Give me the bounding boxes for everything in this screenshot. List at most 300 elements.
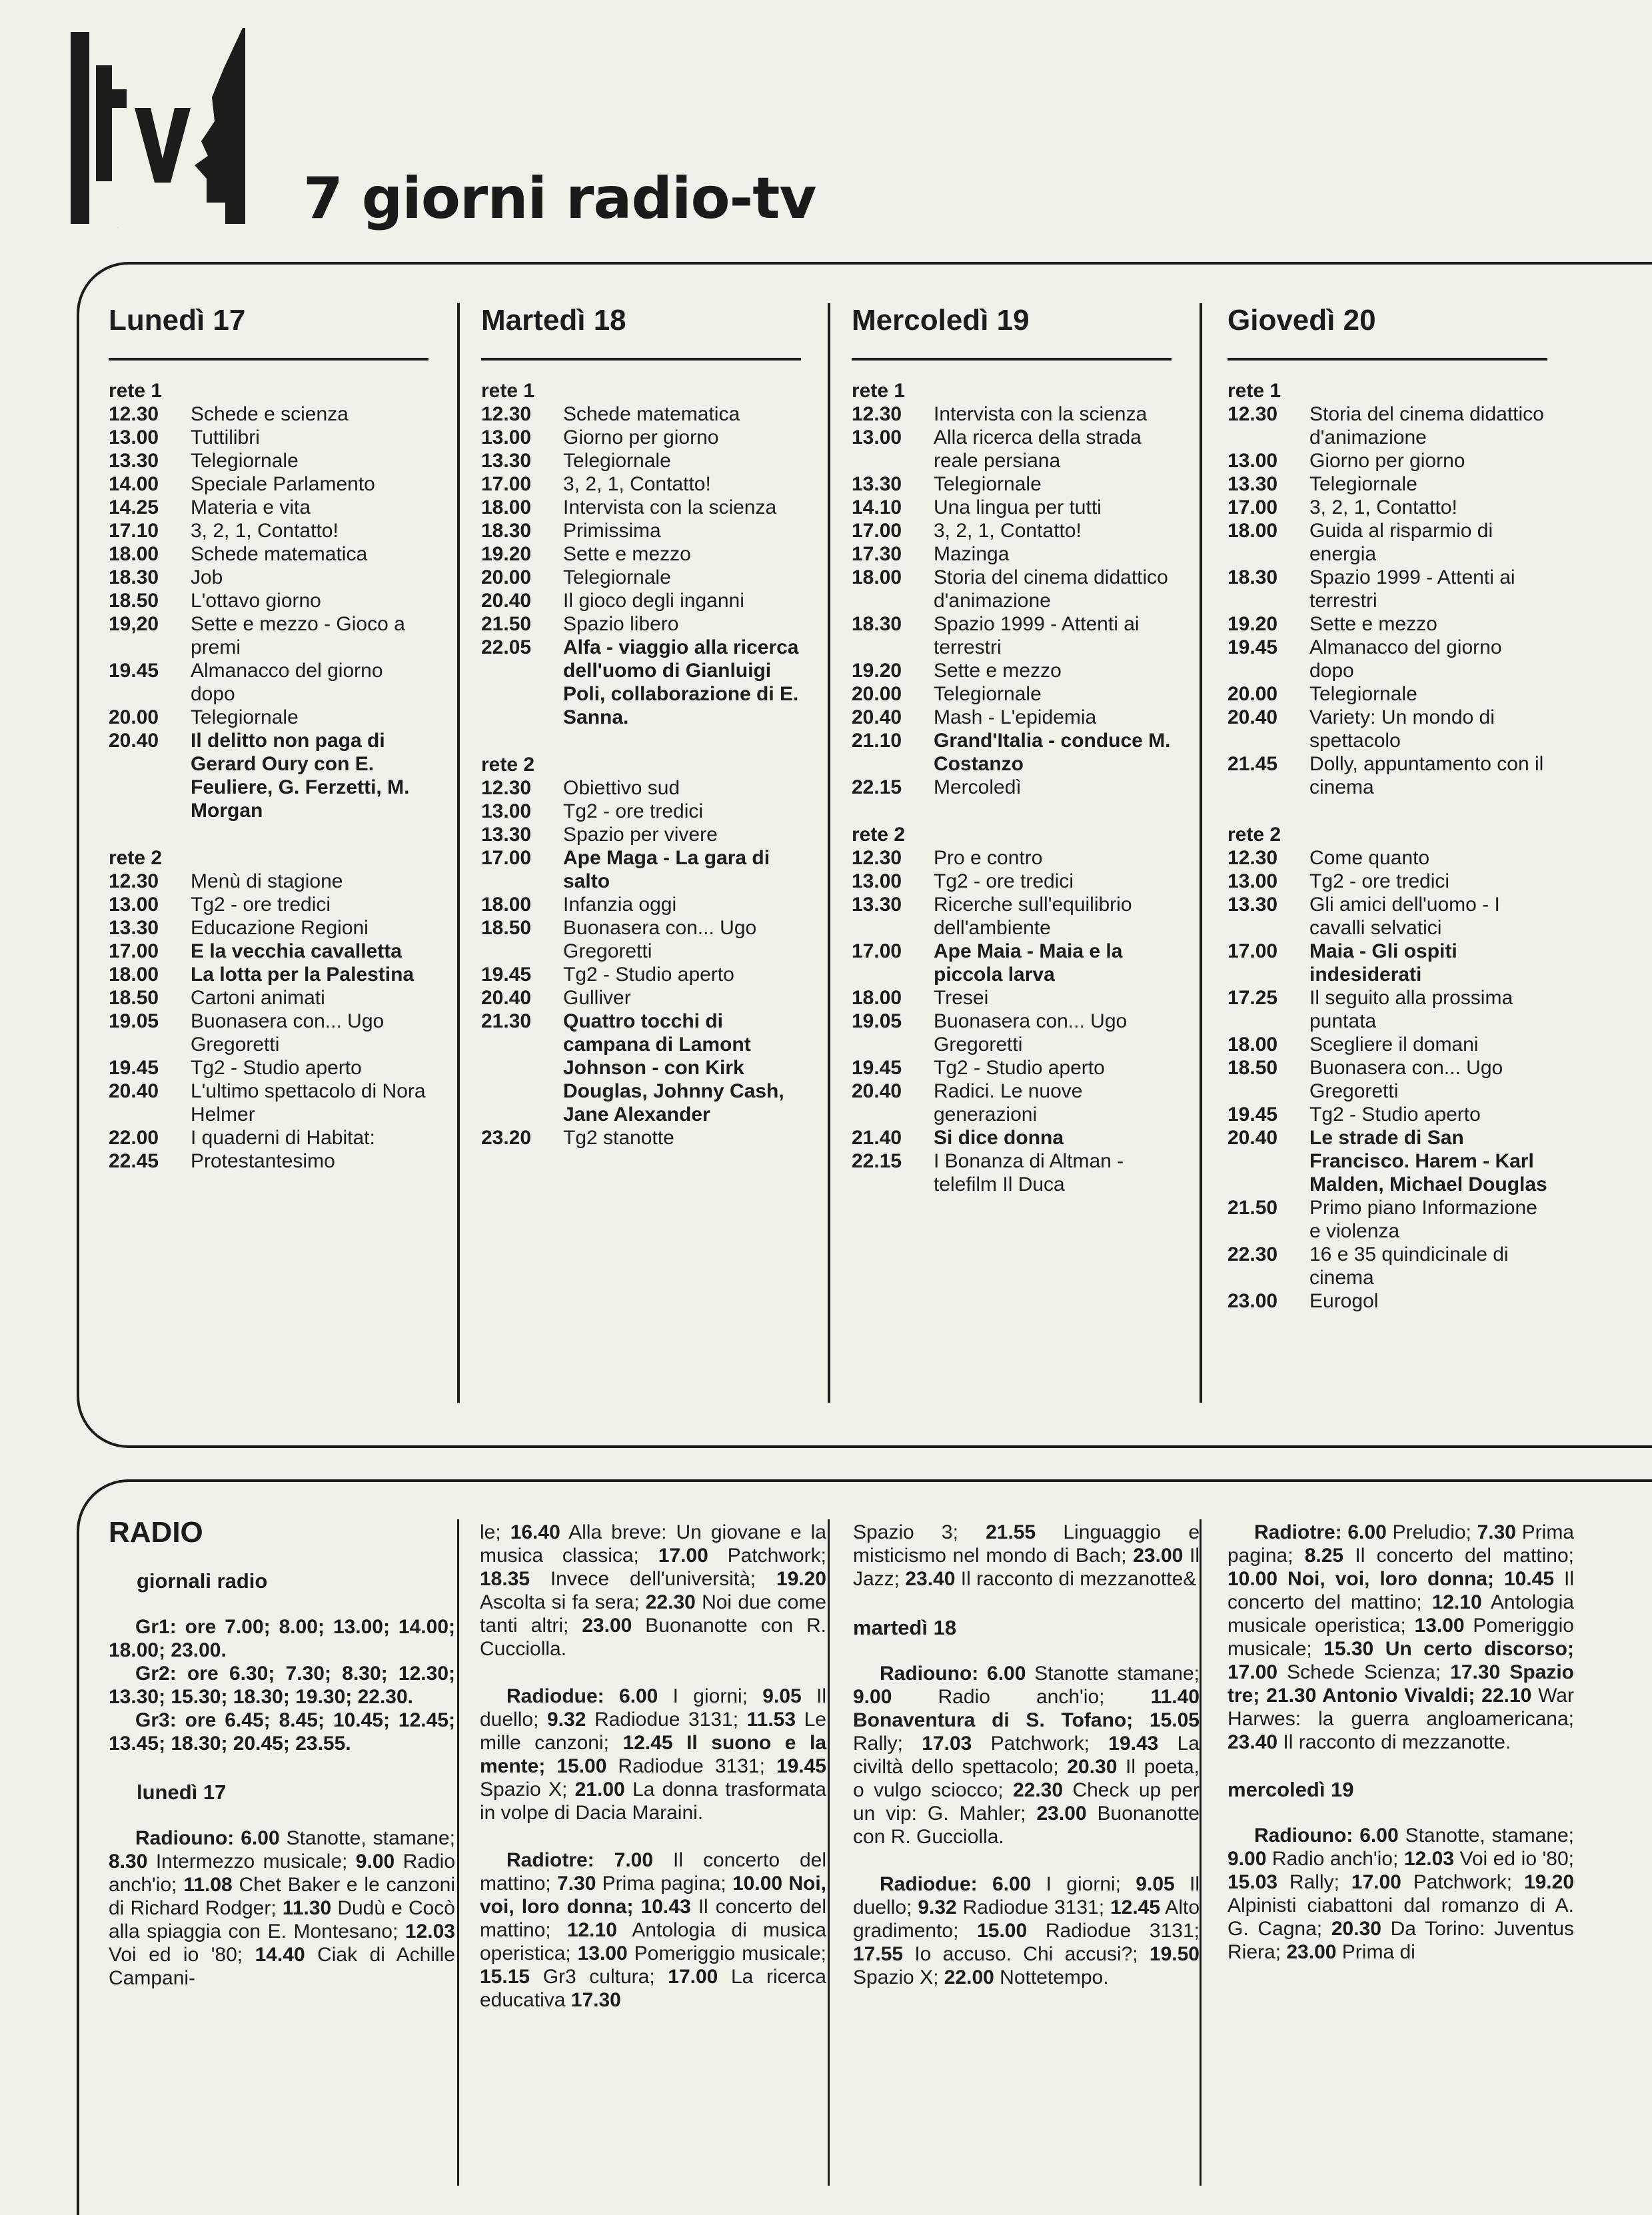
program-row: [852, 426, 1172, 472]
program-title: Telegiornale: [191, 450, 299, 472]
program-row: [852, 472, 1172, 496]
program-title: Almanacco del giorno dopo: [1309, 636, 1502, 682]
program-time: 17.25: [1228, 987, 1278, 1009]
program-row: [481, 496, 801, 519]
program-title: Il delitto non paga di Gerard Oury con E. Feuliere, G. Ferzetti, M. Morgan: [191, 730, 410, 822]
program-row: [1228, 752, 1547, 799]
program-time: 13.00: [481, 426, 532, 448]
program-time: 19.20: [1228, 613, 1278, 635]
program-time: 13.30: [109, 917, 159, 939]
program-title: Schede matematica: [191, 543, 368, 565]
program-title: Telegiornale: [191, 706, 299, 728]
gr3-line: Gr3: ore 6.45; 8.45; 10.45; 12.45; 13.45; 18.30; 20.45; 23.55.: [109, 1709, 455, 1755]
program-row: [109, 963, 428, 986]
program-title: Mazinga: [934, 543, 1010, 565]
program-time: 19.45: [109, 660, 159, 682]
program-row: [109, 1149, 428, 1173]
program-time: 20.00: [481, 566, 532, 588]
radio-paragraph: Radiouno: 6.00 Stanotte stamane; 9.00 Radio anch'io; 11.40 Bonaventura di S. Tofano; 15.05 Rally; 17.03 Patchwork; 19.43 La civiltà dello spettacolo; 20.30 Il poeta, o vulgo sciocco; 22.30 Check up per un vip: G. Mahler; 23.00 Buonanotte con R. Gucciolla.: [853, 1663, 1200, 1848]
program-time: 17.00: [852, 940, 902, 962]
program-row: [109, 1126, 428, 1149]
program-row: [481, 963, 801, 986]
program-time: 20.40: [109, 730, 159, 752]
program-row: [1228, 986, 1547, 1033]
program-time: 22.00: [109, 1127, 159, 1149]
giornali-radio-label: giornali radio: [137, 1569, 268, 1593]
program-title: Tg2 - Studio aperto: [563, 964, 734, 986]
program-time: 13.30: [1228, 473, 1278, 495]
program-row: [852, 1010, 1172, 1056]
program-time: 17.10: [109, 520, 159, 542]
program-row: [481, 916, 801, 963]
program-time: 21.40: [852, 1127, 902, 1149]
program-time: 13.00: [852, 426, 902, 448]
program-title: Alfa - viaggio alla ricerca dell'uomo di Gianluigi Poli, collaborazione di E. Sanna.: [563, 636, 799, 728]
program-time: 18.00: [481, 496, 532, 518]
radio-column-2: [480, 1521, 826, 2012]
program-title: Ape Maia - Maia e la piccola larva: [934, 940, 1123, 986]
program-title: Le strade di San Francisco. Harem - Karl Malden, Michael Douglas: [1309, 1127, 1547, 1195]
program-time: 13.00: [852, 870, 902, 892]
program-time: 13.00: [1228, 870, 1278, 892]
tv-logo: [71, 28, 271, 228]
program-time: 12.30: [481, 403, 532, 425]
program-title: Infanzia oggi: [563, 894, 677, 916]
program-time: 18.30: [1228, 566, 1278, 588]
program-title: Buonasera con... Ugo Gregoretti: [934, 1010, 1128, 1056]
program-title: Telegiornale: [1309, 683, 1417, 705]
program-row: [481, 846, 801, 893]
program-row: [1228, 893, 1547, 940]
program-title: Sette e mezzo: [934, 660, 1062, 682]
program-row: [481, 472, 801, 496]
program-row: [852, 519, 1172, 542]
radio-column-rule: [828, 1519, 830, 2186]
program-title: Gulliver: [563, 987, 631, 1009]
program-time: 19.20: [481, 543, 532, 565]
program-title: Materia e vita: [191, 496, 311, 518]
program-time: 14.25: [109, 496, 159, 518]
program-title: Speciale Parlamento: [191, 473, 375, 495]
program-row: [852, 846, 1172, 870]
program-row: [481, 426, 801, 449]
program-title: Tg2 - ore tredici: [563, 800, 704, 822]
program-row: [1228, 612, 1547, 636]
program-row: [1228, 566, 1547, 612]
program-row: [852, 940, 1172, 986]
program-row: [109, 402, 428, 426]
channel-label: rete 2: [852, 824, 906, 846]
program-row: [1228, 706, 1547, 752]
program-row: [109, 1056, 428, 1080]
program-row: [1228, 636, 1547, 682]
program-time: 21.30: [481, 1010, 532, 1032]
day-column: [109, 303, 428, 1173]
day-column: [852, 303, 1172, 1196]
day-label-lunedi: lunedì 17: [137, 1781, 227, 1804]
program-time: 18.00: [852, 566, 902, 588]
program-row: [109, 706, 428, 729]
program-row: [852, 682, 1172, 706]
program-time: 19.45: [852, 1057, 902, 1079]
program-row: [481, 1126, 801, 1149]
program-title: E la vecchia cavalletta: [191, 940, 402, 962]
program-row: [1228, 1289, 1547, 1313]
program-title: Sette e mezzo - Gioco a premi: [191, 613, 405, 658]
program-title: Educazione Regioni: [191, 917, 369, 939]
program-time: 20.00: [852, 683, 902, 705]
program-row: [109, 1010, 428, 1056]
program-time: 18.00: [109, 543, 159, 565]
program-time: 19.45: [109, 1057, 159, 1079]
program-time: 18.50: [481, 917, 532, 939]
program-title: Spazio 1999 - Attenti ai terrestri: [934, 613, 1140, 658]
column-rule: [828, 303, 830, 1403]
page-title: 7 giorni radio-tv: [303, 165, 816, 232]
program-title: Grand'Italia - conduce M. Costanzo: [934, 730, 1171, 775]
program-title: Sette e mezzo: [1309, 613, 1437, 635]
program-title: Tg2 - Studio aperto: [934, 1057, 1105, 1079]
program-time: 20.00: [1228, 683, 1278, 705]
program-row: [852, 706, 1172, 729]
program-title: Cartoni animati: [191, 987, 325, 1009]
day-label-mercoledi: mercoledì 19: [1228, 1778, 1354, 1801]
program-time: 20.40: [852, 706, 902, 728]
program-row: [1228, 519, 1547, 566]
program-time: 22.30: [1228, 1243, 1278, 1265]
radio-paragraph: le; 16.40 Alla breve: Un giovane e la musica classica; 17.00 Patchwork; 18.35 Invece dell'università; 19.20 Ascolta si fa sera; 22.30 Noi due come tanti altri; 23.00 Buonanotte con R. Cucciolla.: [480, 1521, 826, 1660]
program-title: L'ultimo spettacolo di Nora Helmer: [191, 1080, 426, 1125]
program-row: [109, 589, 428, 612]
program-title: Telegiornale: [934, 683, 1042, 705]
radio-paragraph: Spazio 3; 21.55 Linguaggio e misticismo nel mondo di Bach; 23.00 Il Jazz; 23.40 Il racconto di mezzanotte&: [853, 1521, 1200, 1590]
program-time: 19.45: [1228, 636, 1278, 658]
program-title: Giorno per giorno: [563, 426, 719, 448]
program-time: 18.00: [1228, 520, 1278, 542]
program-time: 20.40: [1228, 706, 1278, 728]
program-time: 19,20: [109, 613, 159, 635]
program-time: 13.30: [109, 450, 159, 472]
radio-paragraph: Radiouno: 6.00 Stanotte, stamane; 8.30 Intermezzo musicale; 9.00 Radio anch'io; 11.08 Chet Baker e le canzoni di Richard Rodger; 11.30 Dudù e Cocò alla spiaggia con E. Montesano; 12.03 Voi ed io '80; 14.40 Ciak di Achille Campani-: [109, 1827, 456, 1989]
program-time: 20.40: [481, 987, 532, 1009]
program-row: [109, 870, 428, 893]
day-column: [481, 303, 801, 1149]
program-row: [109, 893, 428, 916]
program-time: 18.00: [109, 964, 159, 986]
program-row: [109, 542, 428, 566]
program-time: 17.00: [109, 940, 159, 962]
program-time: 19.05: [852, 1010, 902, 1032]
radio-column-rule: [457, 1519, 459, 2186]
program-time: 23.20: [481, 1127, 532, 1149]
program-time: 12.30: [109, 403, 159, 425]
channel-label: rete 1: [852, 380, 906, 402]
program-row: [1228, 846, 1547, 870]
program-title: Primissima: [563, 520, 661, 542]
program-row: [109, 472, 428, 496]
program-title: Tg2 - Studio aperto: [1309, 1104, 1481, 1125]
program-row: [481, 542, 801, 566]
program-row: [1228, 402, 1547, 449]
program-time: 13.30: [1228, 894, 1278, 916]
program-time: 13.00: [481, 800, 532, 822]
program-time: 20.40: [852, 1080, 902, 1102]
program-title: Spazio per vivere: [563, 824, 718, 846]
program-time: 17.00: [852, 520, 902, 542]
program-time: 13.00: [109, 426, 159, 448]
program-title: Protestantesimo: [191, 1150, 335, 1172]
program-title: Intervista con la scienza: [563, 496, 777, 518]
channel-label: rete 2: [109, 847, 163, 869]
program-row: [481, 986, 801, 1010]
program-time: 23.00: [1228, 1290, 1278, 1312]
program-title: Eurogol: [1309, 1290, 1379, 1312]
program-time: 12.30: [852, 847, 902, 869]
program-row: [481, 776, 801, 800]
program-title: 3, 2, 1, Contatto!: [191, 520, 339, 542]
gr2-line: Gr2: ore 6.30; 7.30; 8.30; 12.30; 13.30; 15.30; 18.30; 19.30; 22.30.: [109, 1663, 455, 1708]
program-row: [481, 636, 801, 729]
program-time: 17.30: [852, 543, 902, 565]
program-time: 19.20: [852, 660, 902, 682]
program-row: [852, 1056, 1172, 1080]
program-row: [1228, 682, 1547, 706]
program-time: 18.30: [109, 566, 159, 588]
program-time: 12.30: [852, 403, 902, 425]
program-title: Ricerche sull'equilibrio dell'ambiente: [934, 894, 1132, 939]
program-title: I quaderni di Habitat:: [191, 1127, 375, 1149]
program-title: Spazio 1999 - Attenti ai terrestri: [1309, 566, 1515, 612]
program-time: 17.00: [481, 473, 532, 495]
program-row: [481, 1010, 801, 1126]
program-row: [109, 659, 428, 706]
program-time: 12.30: [481, 777, 532, 799]
program-row: [1228, 1103, 1547, 1126]
program-row: [481, 566, 801, 589]
program-title: Almanacco del giorno dopo: [191, 660, 383, 705]
program-title: Tg2 stanotte: [563, 1127, 674, 1149]
program-title: Obiettivo sud: [563, 777, 680, 799]
program-time: 22.15: [852, 776, 902, 798]
radio-column-3: [853, 1521, 1200, 1989]
program-time: 18.50: [1228, 1057, 1278, 1079]
program-time: 19.45: [481, 964, 532, 986]
program-row: [852, 1080, 1172, 1126]
program-title: Job: [191, 566, 223, 588]
program-row: [1228, 940, 1547, 986]
program-title: Quattro tocchi di campana di Lamont Johnson - con Kirk Douglas, Johnny Cash, Jane Alexander: [563, 1010, 784, 1125]
program-row: [109, 940, 428, 963]
program-title: Storia del cinema didattico d'animazione: [934, 566, 1168, 612]
program-title: 16 e 35 quindicinale di cinema: [1309, 1243, 1509, 1289]
program-title: Mash - L'epidemia: [934, 706, 1097, 728]
program-title: Tg2 - ore tredici: [934, 870, 1074, 892]
radio-paragraph: Radiotre: 7.00 Il concerto del mattino; 7.30 Prima pagina; 10.00 Noi, voi, loro donna; 10.43 Il concerto del mattino; 12.10 Antologia di musica operistica; 13.00 Pomeriggio musicale; 15.15 Gr3 cultura; 17.00 La ricerca educativa 17.30: [480, 1849, 826, 2011]
program-title: Telegiornale: [934, 473, 1042, 495]
program-row: [109, 986, 428, 1010]
program-row: [852, 870, 1172, 893]
program-row: [1228, 496, 1547, 519]
program-title: Il gioco degli inganni: [563, 590, 744, 612]
program-title: Il seguito alla prossima puntata: [1309, 987, 1513, 1032]
program-row: [481, 800, 801, 823]
program-title: Gli amici dell'uomo - I cavalli selvatici: [1309, 894, 1500, 939]
program-time: 21.45: [1228, 753, 1278, 775]
program-time: 18.50: [109, 987, 159, 1009]
program-title: Tg2 - Studio aperto: [191, 1057, 362, 1079]
program-title: Una lingua per tutti: [934, 496, 1102, 518]
column-rule: [1200, 303, 1202, 1403]
program-title: Tg2 - ore tredici: [191, 894, 331, 916]
program-title: Schede e scienza: [191, 403, 349, 425]
channel-label: rete 2: [481, 754, 535, 776]
program-title: Guida al risparmio di energia: [1309, 520, 1493, 565]
day-title: Martedì 18: [481, 303, 801, 361]
program-time: 13.30: [481, 824, 532, 846]
program-title: Giorno per giorno: [1309, 450, 1465, 472]
program-row: [852, 402, 1172, 426]
program-time: 13.30: [852, 473, 902, 495]
program-time: 22.45: [109, 1150, 159, 1172]
program-time: 18.00: [1228, 1034, 1278, 1056]
day-title: Lunedì 17: [109, 303, 428, 361]
program-row: [481, 519, 801, 542]
program-time: 12.30: [1228, 847, 1278, 869]
program-time: 19.45: [1228, 1104, 1278, 1125]
day-title: Mercoledì 19: [852, 303, 1172, 361]
program-title: Spazio libero: [563, 613, 679, 635]
program-title: Si dice donna: [934, 1127, 1064, 1149]
program-title: L'ottavo giorno: [191, 590, 321, 612]
radio-paragraph: Radiouno: 6.00 Stanotte, stamane; 9.00 Radio anch'io; 12.03 Voi ed io '80; 15.03 Rally; 17.00 Patchwork; 19.20 Alpinisti ciabattoni dal romanzo di A. G. Cagna; 20.30 Da Torino: Juventus Riera; 23.00 Prima di: [1228, 1825, 1575, 1963]
radio-paragraph: Radiotre: 6.00 Preludio; 7.30 Prima pagina; 8.25 Il concerto del mattino; 10.00 Noi, voi, loro donna; 10.45 Il concerto del mattino; 12.10 Antologia musicale operistica; 13.00 Pomeriggio musicale; 15.30 Un certo discorso; 17.00 Schede Scienza; 17.30 Spazio tre; 21.30 Antonio Vivaldi; 22.10 War Harwes: la guerra angloamericana; 23.40 Il racconto di mezzanotte.: [1228, 1521, 1574, 1753]
radio-column-rule: [1200, 1519, 1202, 2186]
program-row: [109, 426, 428, 449]
day-title: Giovedì 20: [1228, 303, 1547, 361]
program-row: [481, 402, 801, 426]
program-row: [109, 1080, 428, 1126]
program-time: 17.00: [481, 847, 532, 869]
program-title: 3, 2, 1, Contatto!: [1309, 496, 1457, 518]
program-row: [481, 449, 801, 472]
radio-paragraph: Radiodue: 6.00 I giorni; 9.05 Il duello; 9.32 Radiodue 3131; 12.45 Alto gradimento; 15.00 Radiodue 3131; 17.55 Io accuso. Chi accusi?; 19.50 Spazio X; 22.00 Nottetempo.: [853, 1873, 1200, 1988]
program-title: Sette e mezzo: [563, 543, 691, 565]
program-title: Come quanto: [1309, 847, 1430, 869]
program-title: 3, 2, 1, Contatto!: [934, 520, 1082, 542]
day-label-martedi: martedì 18: [853, 1616, 957, 1639]
program-row: [109, 729, 428, 822]
program-title: Pro e contro: [934, 847, 1043, 869]
program-title: Telegiornale: [563, 450, 671, 472]
program-title: Tresei: [934, 987, 989, 1009]
program-row: [1228, 472, 1547, 496]
program-time: 18.50: [109, 590, 159, 612]
program-time: 14.10: [852, 496, 902, 518]
program-title: Menù di stagione: [191, 870, 343, 892]
column-rule: [457, 303, 460, 1403]
program-title: Ape Maga - La gara di salto: [563, 847, 770, 892]
program-title: Variety: Un mondo di spettacolo: [1309, 706, 1495, 752]
program-row: [1228, 449, 1547, 472]
radio-column-1: [109, 1516, 455, 1990]
program-time: 18.00: [481, 894, 532, 916]
day-column: [1228, 303, 1547, 1313]
program-row: [852, 659, 1172, 682]
program-row: [852, 612, 1172, 659]
program-title: Buonasera con... Ugo Gregoretti: [1309, 1057, 1503, 1102]
program-time: 20.40: [1228, 1127, 1278, 1149]
program-row: [109, 519, 428, 542]
program-title: Tg2 - ore tredici: [1309, 870, 1450, 892]
program-row: [852, 566, 1172, 612]
logo-text: tv: [117, 228, 118, 229]
program-row: [852, 1126, 1172, 1149]
program-row: [852, 776, 1172, 799]
program-time: 13.00: [109, 894, 159, 916]
program-title: Intervista con la scienza: [934, 403, 1148, 425]
program-row: [1228, 1033, 1547, 1056]
program-time: 21.10: [852, 730, 902, 752]
program-time: 17.00: [1228, 496, 1278, 518]
program-time: 20.00: [109, 706, 159, 728]
program-title: Radici. Le nuove generazioni: [934, 1080, 1083, 1125]
program-row: [109, 612, 428, 659]
program-time: 18.30: [852, 613, 902, 635]
program-title: 3, 2, 1, Contatto!: [563, 473, 711, 495]
program-time: 19.05: [109, 1010, 159, 1032]
radio-title: RADIO: [109, 1516, 203, 1549]
program-time: 20.40: [481, 590, 532, 612]
program-time: 12.30: [109, 870, 159, 892]
program-row: [1228, 1056, 1547, 1103]
program-title: Mercoledì: [934, 776, 1022, 798]
program-title: Tuttilibri: [191, 426, 260, 448]
program-row: [852, 542, 1172, 566]
program-title: Maia - Gli ospiti indesiderati: [1309, 940, 1457, 986]
program-title: Schede matematica: [563, 403, 740, 425]
program-row: [109, 916, 428, 940]
gr1-line: Gr1: ore 7.00; 8.00; 13.00; 14.00; 18.00; 23.00.: [109, 1616, 455, 1661]
program-title: Primo piano Informazione e violenza: [1309, 1197, 1537, 1242]
program-time: 12.30: [1228, 403, 1278, 425]
channel-label: rete 1: [481, 380, 535, 402]
channel-label: rete 2: [1228, 824, 1281, 846]
program-time: 21.50: [481, 613, 532, 635]
program-row: [852, 986, 1172, 1010]
program-row: [481, 823, 801, 846]
program-time: 14.00: [109, 473, 159, 495]
program-time: 21.50: [1228, 1197, 1278, 1219]
program-time: 17.00: [1228, 940, 1278, 962]
program-row: [1228, 870, 1547, 893]
program-row: [109, 566, 428, 589]
radio-column-4: [1228, 1521, 1574, 1964]
program-title: Buonasera con... Ugo Gregoretti: [563, 917, 757, 962]
program-row: [852, 729, 1172, 776]
program-time: 20.40: [109, 1080, 159, 1102]
program-row: [1228, 1126, 1547, 1196]
program-row: [481, 589, 801, 612]
program-title: Alla ricerca della strada reale persiana: [934, 426, 1142, 472]
program-title: Storia del cinema didattico d'animazione: [1309, 403, 1544, 448]
program-row: [481, 893, 801, 916]
program-title: I Bonanza di Altman - telefilm Il Duca: [934, 1150, 1124, 1195]
program-title: Dolly, appuntamento con il cinema: [1309, 753, 1544, 798]
program-title: La lotta per la Palestina: [191, 964, 414, 986]
program-title: Telegiornale: [1309, 473, 1417, 495]
program-time: 13.00: [1228, 450, 1278, 472]
program-row: [1228, 1243, 1547, 1289]
